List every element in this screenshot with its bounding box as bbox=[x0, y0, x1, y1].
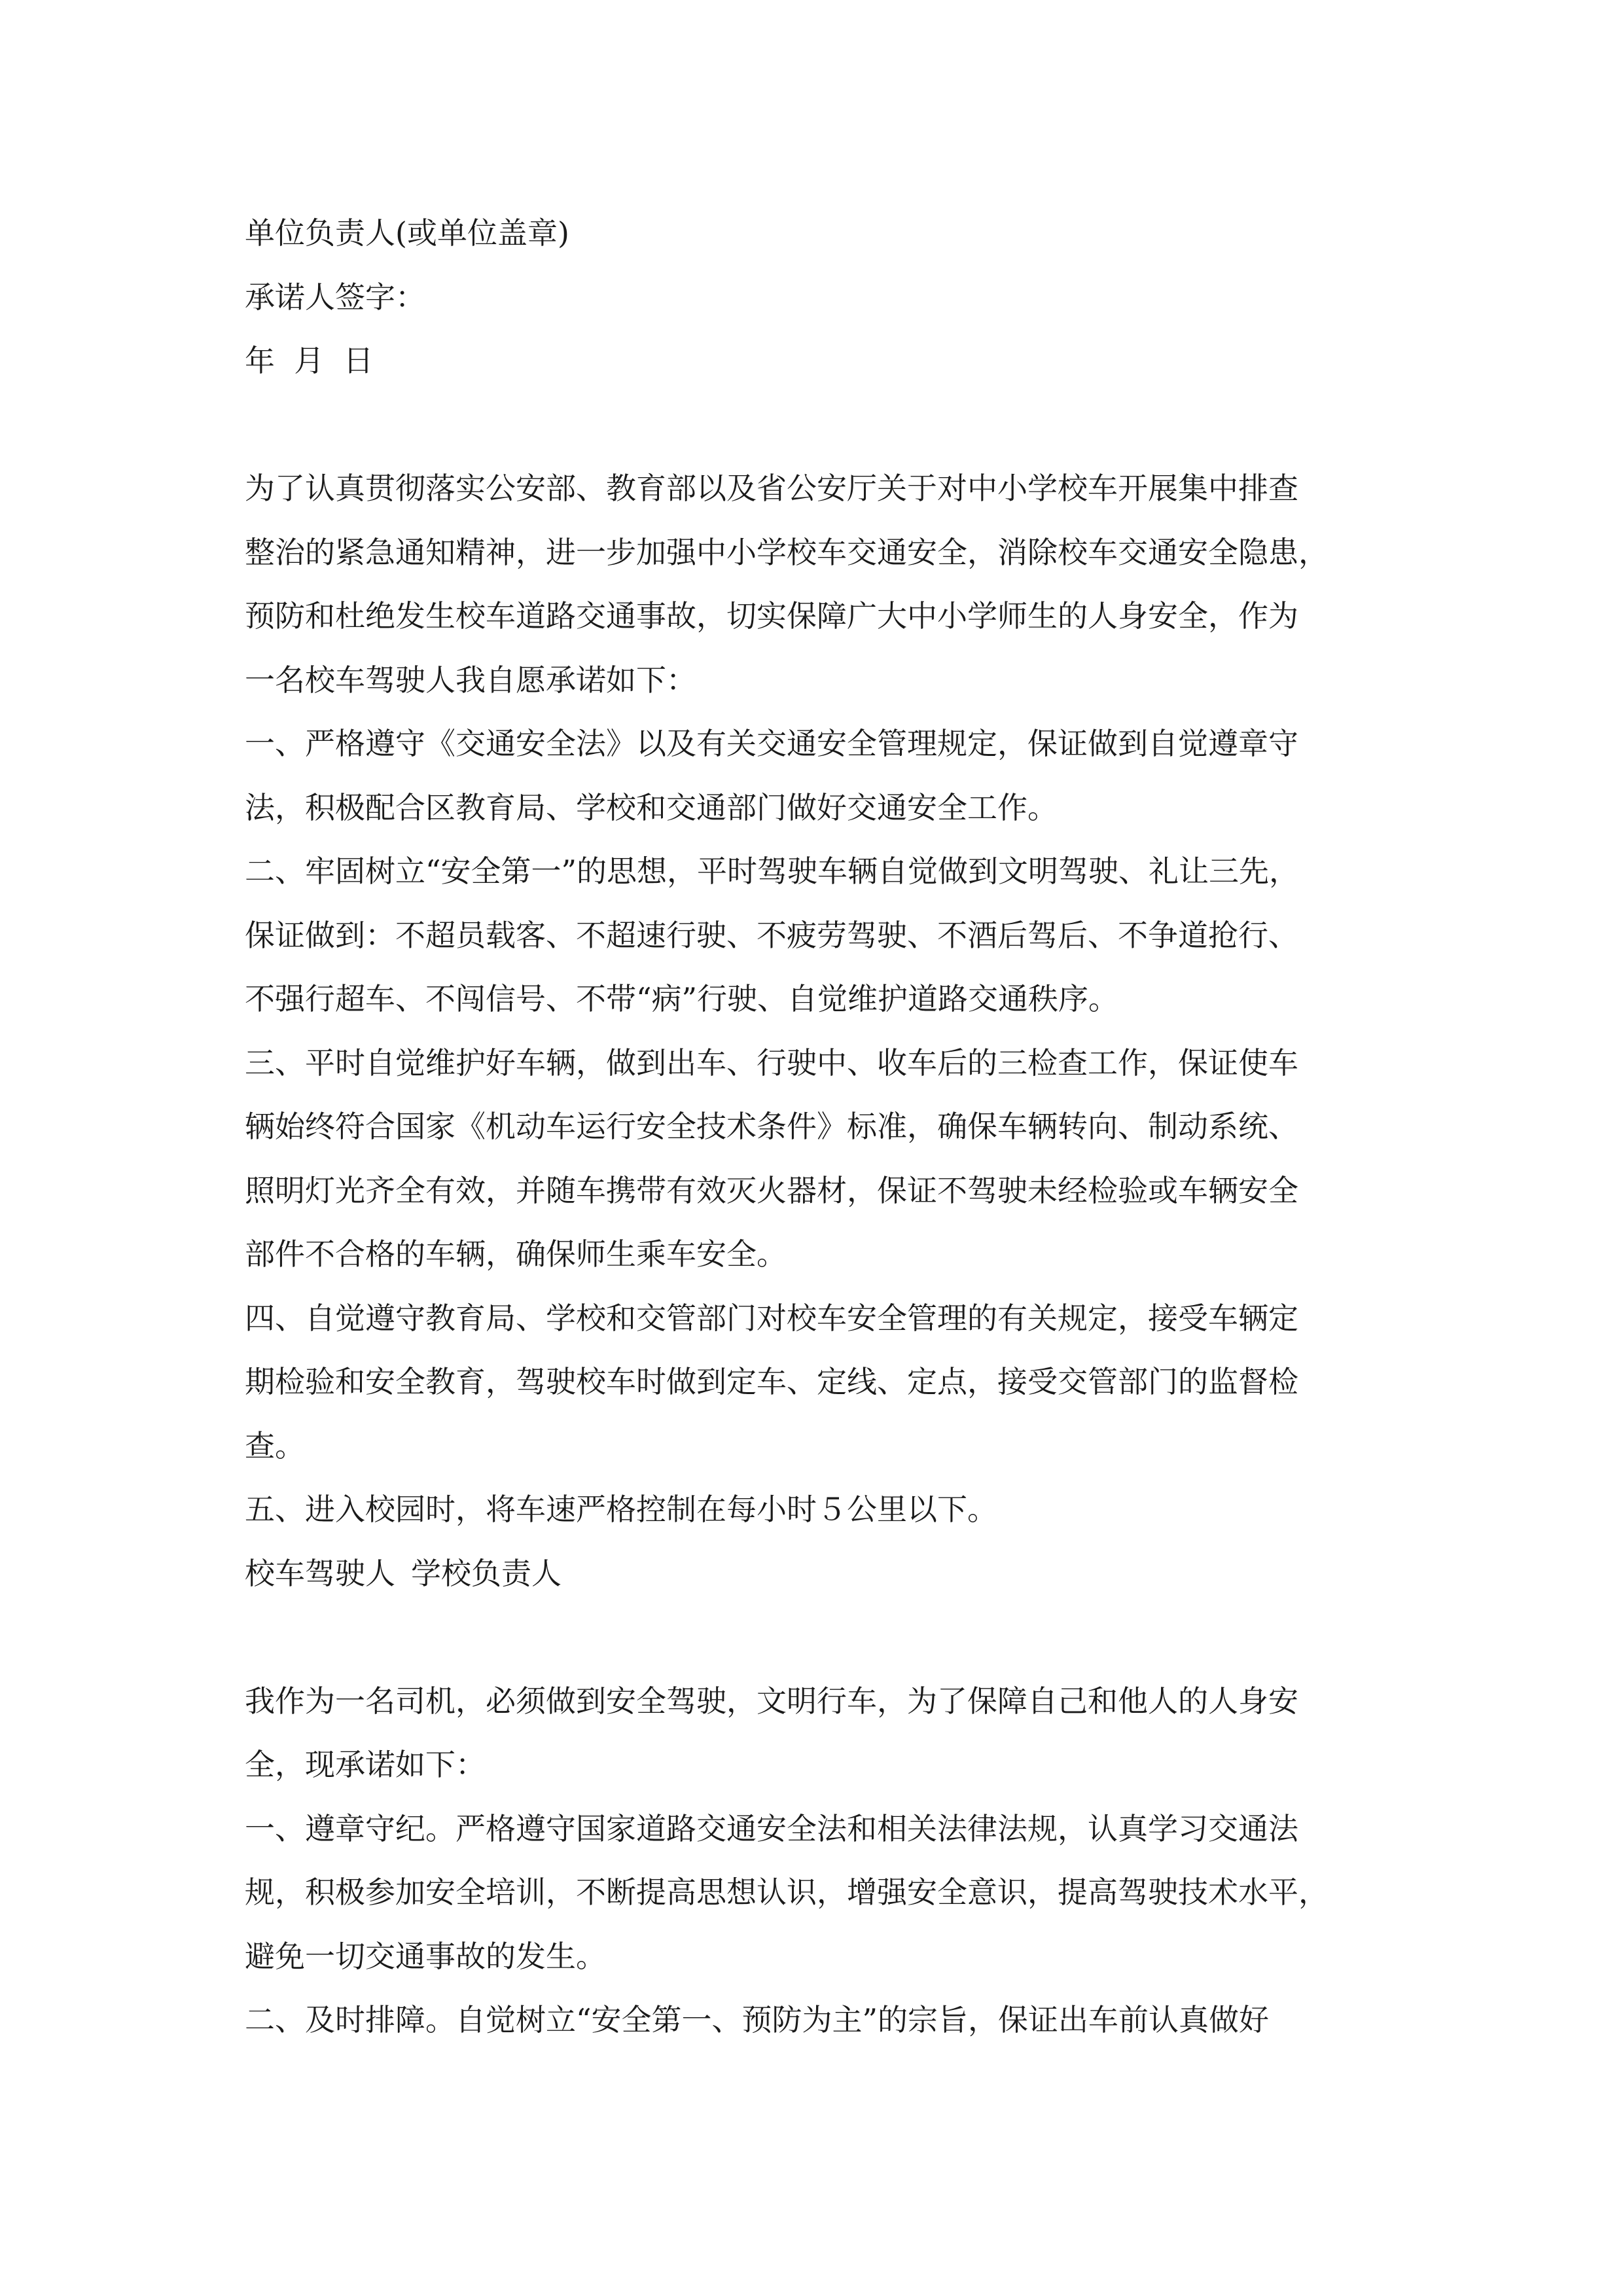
pledge-one-item-3-line: 部件不合格的车辆，确保师生乘车安全。 bbox=[245, 1236, 787, 1272]
pledge-one-item-1-line: 一、严格遵守《交通安全法》以及有关交通安全管理规定，保证做到自觉遵章守 bbox=[245, 726, 1298, 761]
pledge-one-item-2-line: 不强行超车、不闯信号、不带“病”行驶、自觉维护道路交通秩序。 bbox=[245, 981, 1119, 1016]
pledge-one-item-2-line: 二、牢固树立“安全第一”的思想，平时驾驶车辆自觉做到文明驾驶、礼让三先， bbox=[245, 853, 1300, 889]
driver-signature-label: 校车驾驶人 bbox=[245, 1555, 395, 1591]
pledge-one-item-3-line: 三、平时自觉维护好车辆，做到出车、行驶中、收车后的三检查工作，保证使车 bbox=[245, 1045, 1298, 1081]
pledge-one-intro-line: 为了认真贯彻落实公安部、教育部以及省公安厅关于对中小学校车开展集中排查 bbox=[245, 471, 1298, 506]
pledge-two-item-2-line: 二、及时排障。自觉树立“安全第一、预防为主”的宗旨，保证出车前认真做好 bbox=[245, 2002, 1270, 2037]
pledge-one-item-4-line: 期检验和安全教育，驾驶校车时做到定车、定线、定点，接受交管部门的监督检 bbox=[245, 1364, 1298, 1399]
pledge-one-intro-line: 一名校车驾驶人我自愿承诺如下： bbox=[245, 662, 696, 698]
pledge-one-item-5-line: 五、进入校园时，将车速严格控制在每小时５公里以下。 bbox=[245, 1492, 997, 1527]
date-label: 年 月 日 bbox=[245, 343, 374, 378]
pledge-one-item-3-line: 照明灯光齐全有效，并随车携带有效灭火器材，保证不驾驶未经检验或车辆安全 bbox=[245, 1172, 1298, 1208]
section-gap bbox=[245, 1605, 1382, 1670]
pledge-two-intro-line: 全，现承诺如下： bbox=[245, 1747, 486, 1782]
pledge-two-item-1-line: 规，积极参加安全培训，不断提高思想认识，增强安全意识，提高驾驶技术水平， bbox=[245, 1874, 1329, 1910]
pledge-two-item-1-line: 一、遵章守纪。严格遵守国家道路交通安全法和相关法律法规，认真学习交通法 bbox=[245, 1810, 1298, 1846]
pledge-one-item-4-line: 查。 bbox=[245, 1427, 305, 1463]
document-body bbox=[245, 202, 1382, 2053]
pledge-one-intro-line: 整治的紧急通知精神，进一步加强中小学校车交通安全，消除校车交通安全隐患， bbox=[245, 534, 1329, 570]
pledge-one-item-2-line: 保证做到：不超员载客、不超速行驶、不疲劳驾驶、不酒后驾后、不争道抢行、 bbox=[245, 917, 1298, 953]
pledge-one-intro-line: 预防和杜绝发生校车道路交通事故，切实保障广大中小学师生的人身安全，作为 bbox=[245, 598, 1298, 634]
section-gap bbox=[245, 393, 1382, 457]
promiser-sign-label: 承诺人签字： bbox=[245, 279, 425, 315]
pledge-one-item-4-line: 四、自觉遵守教育局、学校和交管部门对校车安全管理的有关规定，接受车辆定 bbox=[245, 1300, 1298, 1336]
pledge-one-item-3-line: 辆始终符合国家《机动车运行安全技术条件》标准，确保车辆转向、制动系统、 bbox=[245, 1109, 1298, 1144]
pledge-one-signatures bbox=[245, 1542, 1382, 1606]
pledge-one-item-1-line: 法，积极配合区教育局、学校和交通部门做好交通安全工作。 bbox=[245, 789, 1058, 825]
unit-head-label: 单位负责人(或单位盖章) bbox=[245, 215, 569, 251]
school-head-signature-label: 学校负责人 bbox=[411, 1555, 562, 1591]
pledge-two-item-1-line: 避免一切交通事故的发生。 bbox=[245, 1938, 606, 1974]
pledge-two-intro-line: 我作为一名司机，必须做到安全驾驶，文明行车，为了保障自己和他人的人身安 bbox=[245, 1683, 1298, 1719]
